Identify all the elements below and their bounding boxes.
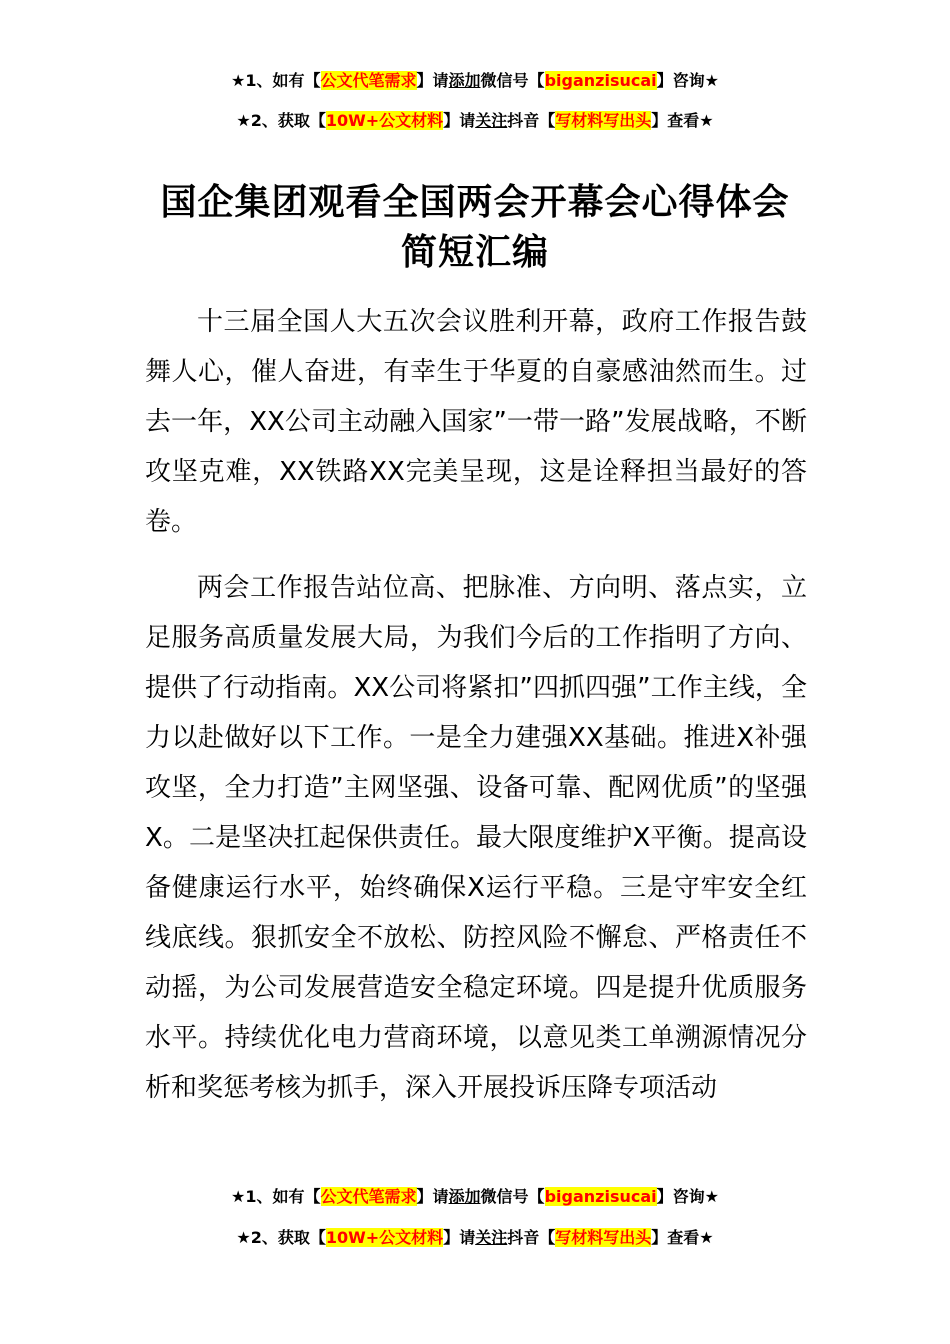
banner-text: 】咨询★ bbox=[656, 71, 719, 90]
body-paragraph: 两会工作报告站位高、把脉准、方向明、落点实，立足服务高质量发展大局，为我们今后的工作指明了方向、提供了行动指南。XX公司将紧扣”四抓四强”工作主线，全力以赴做好以下工作。一是全力建强XX基础。推进X补强攻坚，全力打造”主网坚强、设备可靠、配网优质”的坚强X。二是坚决扛起保供责任。最大限度维护X平衡。提高设备健康运行水平，始终确保X运行平稳。三是守牢安全红线底线。狠抓安全不放松、防控风险不懈怠、严格责任不动摇，为公司发展营造安全稳定环境。四是提升优质服务水平。持续优化电力营商环境，以意见类工单溯源情况分析和奖惩考核为抓手，深入开展投诉压降专项活动 bbox=[145, 573, 807, 1103]
highlight-wechat-id: biganzisucai bbox=[544, 71, 657, 90]
underlined-text: 关注 bbox=[475, 1228, 508, 1247]
banner-text: ★2、获取【 bbox=[236, 1228, 326, 1247]
banner-text: 】请 bbox=[416, 1187, 449, 1206]
highlight-service: 公文代笔需求 bbox=[320, 1187, 417, 1206]
banner-text: 微信号【 bbox=[480, 71, 545, 90]
banner-text: 】查看★ bbox=[651, 111, 714, 130]
banner-text: 抖音【 bbox=[507, 111, 556, 130]
highlight-service: 公文代笔需求 bbox=[320, 71, 417, 90]
banner-text: 】查看★ bbox=[651, 1228, 714, 1247]
promo-banner-line-1 bbox=[0, 1186, 950, 1208]
banner-text: 微信号【 bbox=[480, 1187, 545, 1206]
document-title: 国企集团观看全国两会开幕会心得体会简短汇编 bbox=[160, 182, 790, 273]
promo-banner-line-1 bbox=[0, 70, 950, 92]
banner-text: 】请 bbox=[443, 1228, 476, 1247]
banner-text: ★2、获取【 bbox=[236, 111, 326, 130]
highlight-douyin-id: 写材料写出头 bbox=[555, 111, 652, 130]
underlined-text: 添加 bbox=[448, 1187, 481, 1206]
highlight-wechat-id: biganzisucai bbox=[544, 1187, 657, 1206]
banner-text: ★1、如有【 bbox=[231, 1187, 321, 1206]
body-paragraph: 十三届全国人大五次会议胜利开幕，政府工作报告鼓舞人心，催人奋进，有幸生于华夏的自豪感油然而生。过去一年，XX公司主动融入国家”一带一路”发展战略，不断攻坚克难，XX铁路XX完美呈现，这是诠释担当最好的答卷。 bbox=[145, 307, 807, 537]
banner-text: ★1、如有【 bbox=[231, 71, 321, 90]
banner-text: 】请 bbox=[416, 71, 449, 90]
banner-text: 】咨询★ bbox=[656, 1187, 719, 1206]
banner-text: 】请 bbox=[443, 111, 476, 130]
highlight-douyin-id: 写材料写出头 bbox=[555, 1228, 652, 1247]
banner-text: 抖音【 bbox=[507, 1228, 556, 1247]
underlined-text: 添加 bbox=[448, 71, 481, 90]
promo-banner-line-2 bbox=[0, 110, 950, 132]
promo-banner-line-2 bbox=[0, 1227, 950, 1249]
highlight-materials: 10W+公文材料 bbox=[325, 1228, 444, 1247]
highlight-materials: 10W+公文材料 bbox=[325, 111, 444, 130]
underlined-text: 关注 bbox=[475, 111, 508, 130]
